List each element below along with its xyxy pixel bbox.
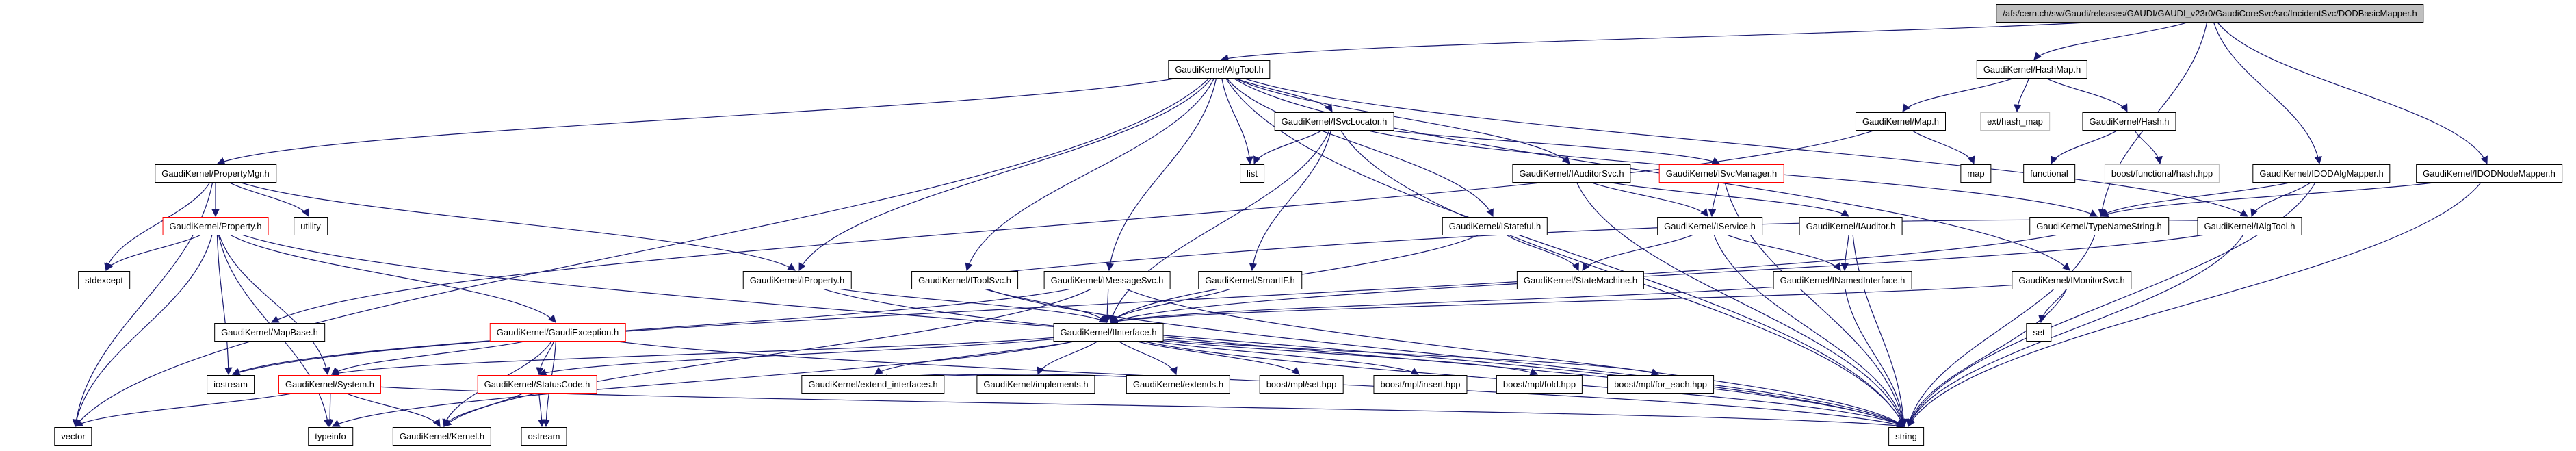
graph-node-isvclocator[interactable]: GaudiKernel/ISvcLocator.h bbox=[1275, 112, 1394, 131]
graph-node-mplinsert: boost/mpl/insert.hpp bbox=[1373, 375, 1467, 394]
edge-typenamestring-to-iostream bbox=[233, 225, 2098, 374]
edge-algtool-to-istateful bbox=[1221, 68, 1493, 216]
graph-node-extendinterfaces[interactable]: GaudiKernel/extend_interfaces.h bbox=[801, 375, 944, 394]
edge-algtool-to-itoolsvc bbox=[967, 68, 1218, 270]
graph-node-property[interactable]: GaudiKernel/Property.h bbox=[163, 217, 269, 235]
edge-iauditor-to-string bbox=[1852, 225, 1904, 426]
graph-node-ostream: ostream bbox=[521, 427, 567, 446]
graph-node-list: list bbox=[1240, 164, 1264, 183]
edge-itoolsvc-to-string bbox=[966, 279, 1904, 426]
graph-node-iostream: iostream bbox=[207, 375, 255, 394]
graph-node-hashmap[interactable]: GaudiKernel/HashMap.h bbox=[1977, 60, 2087, 79]
edge-algtool-to-iproperty bbox=[799, 68, 1218, 270]
edge-isvclocator-to-iinterface bbox=[1110, 120, 1333, 322]
graph-node-hash_h[interactable]: GaudiKernel/Hash.h bbox=[2082, 112, 2176, 131]
graph-node-typenamestring[interactable]: GaudiKernel/TypeNameString.h bbox=[2029, 217, 2169, 235]
graph-node-iauditor[interactable]: GaudiKernel/IAuditor.h bbox=[1799, 217, 1903, 235]
graph-node-istateful[interactable]: GaudiKernel/IStateful.h bbox=[1442, 217, 1548, 235]
graph-node-stdexcept: stdexcept bbox=[78, 271, 130, 289]
edge-imonitorsvc-to-string bbox=[1908, 279, 2070, 426]
edge-propertymgr-to-vector bbox=[75, 172, 214, 426]
edge-property-to-system bbox=[217, 225, 328, 374]
graph-node-implements[interactable]: GaudiKernel/implements.h bbox=[976, 375, 1095, 394]
graph-node-mapbase[interactable]: GaudiKernel/MapBase.h bbox=[214, 323, 325, 342]
graph-node-imessagesvc[interactable]: GaudiKernel/IMessageSvc.h bbox=[1044, 271, 1171, 289]
graph-node-mplforeach: boost/mpl/for_each.hpp bbox=[1607, 375, 1714, 394]
graph-node-iservice[interactable]: GaudiKernel/IService.h bbox=[1657, 217, 1762, 235]
edge-idodnode-to-string bbox=[1908, 172, 2488, 426]
graph-node-algtool[interactable]: GaudiKernel/AlgTool.h bbox=[1168, 60, 1270, 79]
graph-node-ialgtool[interactable]: GaudiKernel/IAlgTool.h bbox=[2198, 217, 2302, 235]
graph-node-vector: vector bbox=[54, 427, 92, 446]
graph-node-exthashmap: ext/hash_map bbox=[1980, 112, 2050, 131]
graph-node-mplset: boost/mpl/set.hpp bbox=[1260, 375, 1344, 394]
edge-isvcmanager-to-string bbox=[1723, 172, 1904, 426]
edge-typenamestring-to-string bbox=[1908, 225, 2098, 426]
graph-node-inamedinterface[interactable]: GaudiKernel/INamedInterface.h bbox=[1773, 271, 1912, 289]
graph-node-smartif[interactable]: GaudiKernel/SmartIF.h bbox=[1198, 271, 1302, 289]
graph-node-idodnode[interactable]: GaudiKernel/IDODNodeMapper.h bbox=[2416, 164, 2562, 183]
graph-node-iinterface[interactable]: GaudiKernel/IInterface.h bbox=[1054, 323, 1164, 342]
graph-node-isvcmanager[interactable]: GaudiKernel/ISvcManager.h bbox=[1659, 164, 1784, 183]
graph-node-system[interactable]: GaudiKernel/System.h bbox=[278, 375, 381, 394]
edge-property-to-gaudiexception bbox=[217, 225, 556, 322]
edge-map_h-to-mapbase bbox=[272, 120, 1899, 322]
graph-node-imonitorsvc[interactable]: GaudiKernel/IMonitorSvc.h bbox=[2012, 271, 2131, 289]
graph-node-statemachine[interactable]: GaudiKernel/StateMachine.h bbox=[1517, 271, 1644, 289]
edge-property-to-iostream bbox=[217, 225, 229, 374]
graph-node-boosthash: boost/functional/hash.hpp bbox=[2105, 164, 2220, 183]
graph-node-mplfold: boost/mpl/fold.hpp bbox=[1496, 375, 1583, 394]
graph-node-itoolsvc[interactable]: GaudiKernel/IToolSvc.h bbox=[911, 271, 1018, 289]
edge-root-to-idodnode bbox=[2211, 12, 2487, 164]
edge-property-to-vector bbox=[75, 225, 214, 426]
graph-node-functional: functional bbox=[2023, 164, 2075, 183]
edge-algtool-to-iauditorsvc bbox=[1221, 68, 1570, 164]
graph-node-set: set bbox=[2026, 323, 2051, 342]
graph-node-iauditorsvc[interactable]: GaudiKernel/IAuditorSvc.h bbox=[1512, 164, 1630, 183]
graph-node-iproperty[interactable]: GaudiKernel/IProperty.h bbox=[743, 271, 852, 289]
edge-ialgtool-to-string bbox=[1908, 225, 2248, 426]
edge-algtool-to-imonitorsvc bbox=[1221, 68, 2070, 270]
graph-node-gaudiexception[interactable]: GaudiKernel/GaudiException.h bbox=[490, 323, 626, 342]
graph-node-root: /afs/cern.ch/sw/Gaudi/releases/GAUDI/GAUDI_v23r0/GaudiCoreSvc/src/IncidentSvc/DODBasicMapper.h bbox=[1996, 4, 2423, 23]
edge-algtool-to-ialgtool bbox=[1221, 68, 2248, 216]
edge-algtool-to-vector bbox=[75, 68, 1218, 426]
graph-node-utility: utility bbox=[294, 217, 328, 235]
edge-algtool-to-imessagesvc bbox=[1109, 68, 1218, 270]
graph-node-idodalg[interactable]: GaudiKernel/IDODAlgMapper.h bbox=[2252, 164, 2390, 183]
graph-node-kernel[interactable]: GaudiKernel/Kernel.h bbox=[393, 427, 491, 446]
graph-node-extends[interactable]: GaudiKernel/extends.h bbox=[1126, 375, 1230, 394]
edge-root-to-idodalg bbox=[2211, 12, 2319, 164]
graph-node-map_std: map bbox=[1960, 164, 1991, 183]
graph-node-map_h[interactable]: GaudiKernel/Map.h bbox=[1856, 112, 1946, 131]
graph-node-string: string bbox=[1888, 427, 1924, 446]
graph-node-statuscode[interactable]: GaudiKernel/StatusCode.h bbox=[478, 375, 597, 394]
graph-node-typeinfo: typeinfo bbox=[308, 427, 353, 446]
graph-node-propertymgr[interactable]: GaudiKernel/PropertyMgr.h bbox=[155, 164, 276, 183]
edge-imessagesvc-to-iostream bbox=[233, 279, 1106, 374]
